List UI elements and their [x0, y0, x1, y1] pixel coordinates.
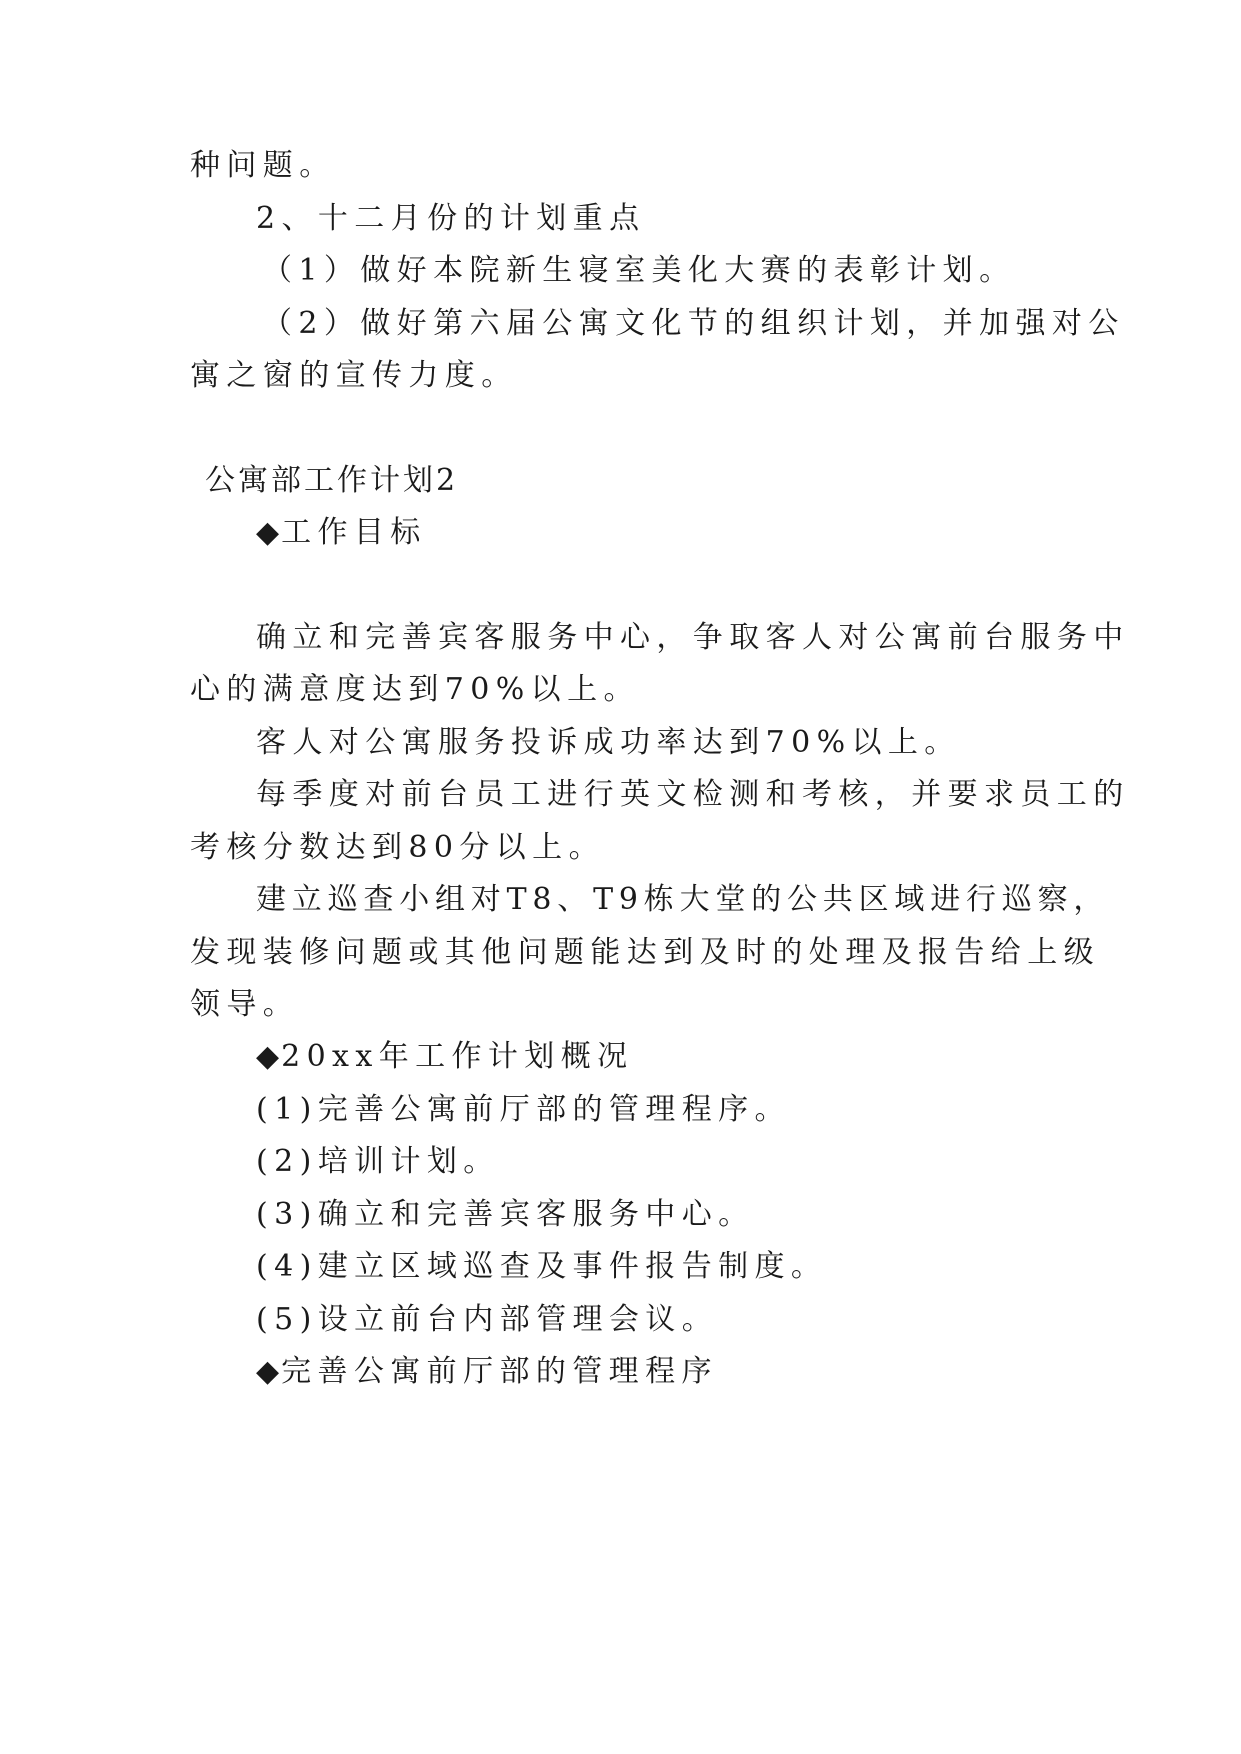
paragraph-line: 发现装修问题或其他问题能达到及时的处理及报告给上级 [190, 935, 1100, 970]
list-item: (2)培训计划。 [256, 1144, 500, 1179]
paragraph-line: 寓之窗的宣传力度。 [190, 358, 518, 393]
section-heading: 2、十二月份的计划重点 [256, 201, 646, 236]
bullet-heading-text: 完善公寓前厅部的管理程序 [281, 1354, 718, 1389]
list-item: （1）做好本院新生寝室美化大赛的表彰计划。 [262, 253, 1016, 288]
list-item: (5)设立前台内部管理会议。 [256, 1302, 719, 1337]
list-item: (3)确立和完善宾客服务中心。 [256, 1197, 755, 1232]
bullet-heading-text: 工作目标 [281, 515, 427, 550]
paragraph-line: 领导。 [190, 987, 300, 1022]
diamond-bullet-icon: ◆ [256, 515, 280, 550]
paragraph-line: 确立和完善宾客服务中心，争取客人对公寓前台服务中 [256, 620, 1130, 655]
list-item: （2）做好第六届公寓文化节的组织计划，并加强对公 [262, 306, 1125, 341]
list-item: (4)建立区域巡查及事件报告制度。 [256, 1249, 828, 1284]
bullet-heading [256, 513, 1136, 553]
bullet-heading [256, 1037, 1136, 1077]
paragraph-line: 客人对公寓服务投诉成功率达到70%以上。 [256, 725, 961, 760]
paragraph-line: 建立巡查小组对T8、T9栋大堂的公共区域进行巡察， [256, 882, 1110, 917]
list-item: (1)完善公寓前厅部的管理程序。 [256, 1092, 791, 1127]
paragraph-line: 心的满意度达到70%以上。 [190, 672, 640, 707]
bullet-heading [256, 1352, 1136, 1392]
paragraph-line: 每季度对前台员工进行英文检测和考核，并要求员工的 [256, 777, 1130, 812]
diamond-bullet-icon: ◆ [256, 1039, 280, 1074]
diamond-bullet-icon: ◆ [256, 1354, 280, 1389]
paragraph-line: 考核分数达到80分以上。 [190, 830, 605, 865]
paragraph-line: 种问题。 [190, 148, 336, 183]
subtitle: 公寓部工作计划2 [205, 463, 459, 498]
bullet-heading-text: 20xx年工作计划概况 [281, 1039, 634, 1074]
